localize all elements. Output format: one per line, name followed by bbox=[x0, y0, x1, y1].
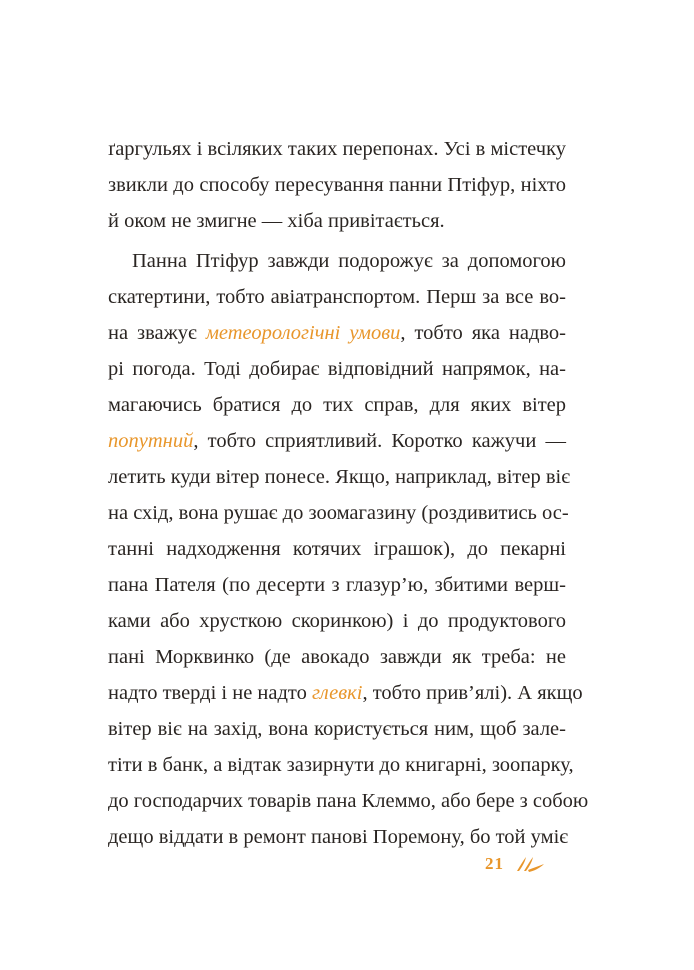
text-line-19: до господарчих товарів пана Клеммо, або бере з собою bbox=[108, 790, 589, 812]
text-line-2: звикли до способу пересування панни Птіфур, ніхто bbox=[108, 174, 566, 196]
text-segment: , тобто прив’ялі). А якщо bbox=[362, 682, 583, 704]
page-number: 21 bbox=[485, 854, 504, 873]
text-line-18: тіти в банк, а відтак зазирнути до книгарні, зоопарку, bbox=[108, 754, 574, 776]
text-line-15: пані Морквинко (де авокадо завжди як треба: не bbox=[108, 646, 566, 668]
text-line-17: вітер віє на захід, вона користується ним, щоб зале- bbox=[108, 718, 566, 740]
text-line-11: на схід, вона рушає до зоомагазину (роздивитись ос- bbox=[108, 502, 569, 524]
text-line-10: летить куди вітер понесе. Якщо, наприклад, вітер віє bbox=[108, 466, 571, 488]
text-line-16 bbox=[108, 675, 583, 711]
text-segment: , тобто сприятливий. Коротко кажучи — bbox=[193, 430, 566, 452]
highlighted-term: метеорологічні умови bbox=[205, 322, 401, 344]
text-line-8: магаючись братися до тих справ, для яких вітер bbox=[108, 394, 566, 416]
text-segment: , тобто яка надво- bbox=[400, 322, 566, 344]
text-line-7: рі погода. Тоді добирає відповідний напрямок, на- bbox=[108, 358, 566, 380]
text-line-6 bbox=[108, 315, 566, 351]
text-line-9 bbox=[108, 423, 566, 459]
text-line-13: пана Пателя (по десерти з глазур’ю, збитими верш- bbox=[108, 574, 566, 596]
text-line-20: дещо віддати в ремонт панові Поремону, бо той уміє bbox=[108, 826, 569, 848]
page-footer bbox=[485, 851, 546, 877]
highlighted-term: глевкі bbox=[312, 682, 363, 704]
text-line-5: скатертини, тобто авіатранспортом. Перш за все во- bbox=[108, 286, 566, 308]
text-line-14: ками або хрусткою скоринкою) і до продуктового bbox=[108, 610, 566, 632]
text-line-3: й оком не змигне — хіба привітається. bbox=[108, 210, 445, 232]
text-segment: надто тверді і не надто bbox=[108, 682, 312, 704]
text-segment: на зважує bbox=[108, 322, 206, 344]
text-line-12: танні надходження котячих іграшок), до пекарні bbox=[108, 538, 566, 560]
text-line-4: Панна Птіфур завжди подорожує за допомогою bbox=[132, 250, 566, 272]
highlighted-term: попутний bbox=[108, 430, 194, 452]
text-line-1: ґаргульях і всіляких таких перепонах. Усі в містечку bbox=[108, 138, 566, 160]
leaf-ornament-icon bbox=[514, 854, 546, 874]
